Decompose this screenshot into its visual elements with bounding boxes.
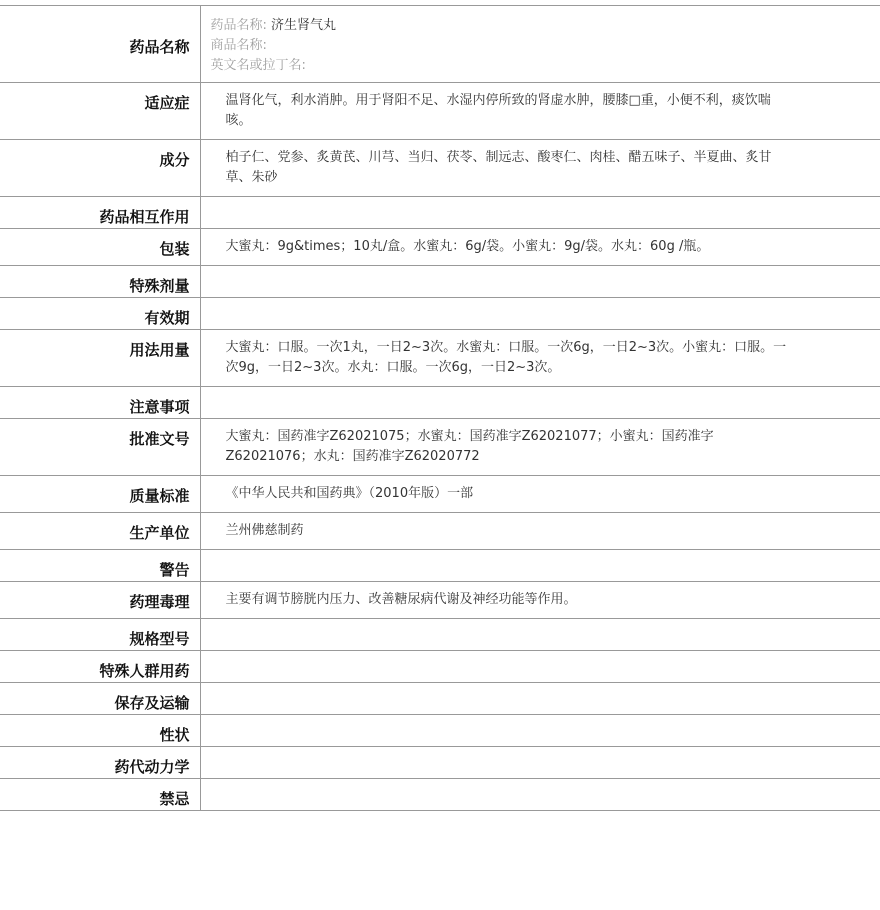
row-approval-number	[0, 419, 880, 476]
row-label: 警告	[0, 550, 200, 582]
row-label: 成分	[0, 140, 200, 197]
row-label: 规格型号	[0, 619, 200, 651]
row-indications	[0, 83, 880, 140]
row-drug-name	[0, 6, 880, 83]
row-value: 柏子仁、党参、炙黄芪、川芎、当归、茯苓、制远志、酸枣仁、肉桂、醋五味子、半夏曲、炙甘草、朱砂	[200, 140, 880, 197]
row-label: 药代动力学	[0, 747, 200, 779]
row-value	[200, 779, 880, 811]
row-value: 大蜜丸：口服。一次1丸，一日2~3次。水蜜丸：口服。一次6g，一日2~3次。小蜜丸：口服。一次9g，一日2~3次。水丸：口服。一次6g，一日2~3次。	[200, 330, 880, 387]
row-precautions	[0, 387, 880, 419]
row-packaging	[0, 229, 880, 266]
row-value	[200, 197, 880, 229]
row-storage	[0, 683, 880, 715]
name-block	[200, 6, 880, 83]
row-value: 温肾化气，利水消肿。用于肾阳不足、水湿内停所致的肾虚水肿，腰膝□重，小便不利，痰饮喘咳。	[200, 83, 880, 140]
drug-name-value: 济生肾气丸	[271, 18, 337, 33]
english-name-key: 英文名或拉丁名:	[210, 58, 306, 73]
row-quality-standard	[0, 476, 880, 513]
row-value	[200, 651, 880, 683]
row-label: 药品名称	[0, 6, 200, 83]
row-value	[200, 619, 880, 651]
row-value: 大蜜丸：国药准字Z62021075；水蜜丸：国药准字Z62021077；小蜜丸：国药准字Z62021076；水丸：国药准字Z62020772	[200, 419, 880, 476]
row-label: 性状	[0, 715, 200, 747]
row-value: 兰州佛慈制药	[200, 513, 880, 550]
row-label: 注意事项	[0, 387, 200, 419]
row-value	[200, 747, 880, 779]
drug-name-key: 药品名称:	[210, 18, 267, 33]
row-value: 大蜜丸：9g&times；10丸/盒。水蜜丸：6g/袋。小蜜丸：9g/袋。水丸：60g /瓶。	[200, 229, 880, 266]
row-label: 有效期	[0, 298, 200, 330]
row-label: 适应症	[0, 83, 200, 140]
row-pharmacology	[0, 582, 880, 619]
row-label: 保存及运输	[0, 683, 200, 715]
row-warning	[0, 550, 880, 582]
row-value	[200, 298, 880, 330]
row-value	[200, 715, 880, 747]
row-interactions	[0, 197, 880, 229]
row-label: 质量标准	[0, 476, 200, 513]
row-description	[0, 715, 880, 747]
row-ingredients	[0, 140, 880, 197]
row-label: 药品相互作用	[0, 197, 200, 229]
row-label: 批准文号	[0, 419, 200, 476]
drug-info-table	[0, 5, 880, 811]
drug-name-line	[211, 16, 871, 36]
row-special-populations	[0, 651, 880, 683]
row-manufacturer	[0, 513, 880, 550]
row-value	[200, 266, 880, 298]
row-shelf-life	[0, 298, 880, 330]
row-specification	[0, 619, 880, 651]
row-value	[200, 683, 880, 715]
row-label: 用法用量	[0, 330, 200, 387]
row-label: 禁忌	[0, 779, 200, 811]
trade-name-line	[211, 36, 871, 56]
row-value: 《中华人民共和国药典》（2010年版）一部	[200, 476, 880, 513]
row-label: 包装	[0, 229, 200, 266]
row-label: 特殊人群用药	[0, 651, 200, 683]
row-label: 药理毒理	[0, 582, 200, 619]
row-label: 生产单位	[0, 513, 200, 550]
row-pharmacokinetics	[0, 747, 880, 779]
english-name-line	[211, 56, 871, 76]
row-value: 主要有调节膀胱内压力、改善糖尿病代谢及神经功能等作用。	[200, 582, 880, 619]
trade-name-key: 商品名称:	[210, 38, 267, 53]
row-special-dosage	[0, 266, 880, 298]
row-label: 特殊剂量	[0, 266, 200, 298]
row-contraindications	[0, 779, 880, 811]
row-value	[200, 550, 880, 582]
row-value	[200, 387, 880, 419]
row-dosage	[0, 330, 880, 387]
